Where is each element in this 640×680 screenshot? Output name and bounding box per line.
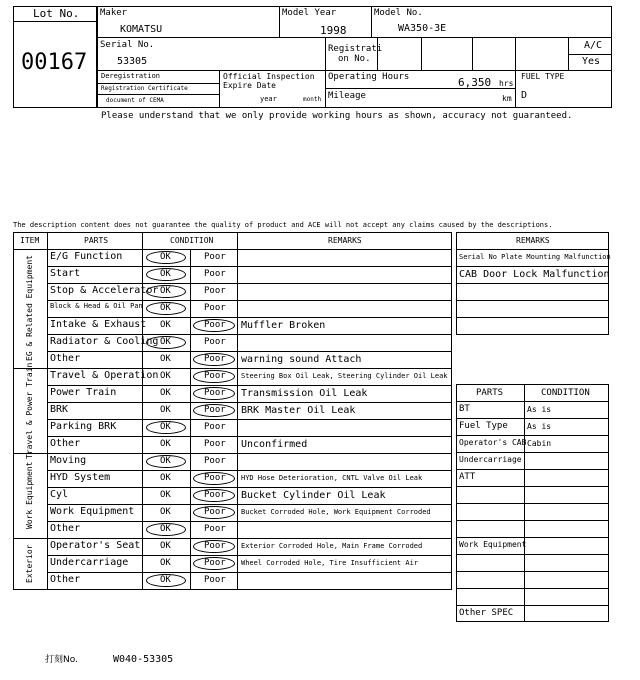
side-part-condition: As is: [527, 405, 552, 414]
poor-option[interactable]: Poor: [204, 286, 226, 296]
ok-option[interactable]: OK: [160, 286, 171, 296]
side-col-parts: PARTS: [476, 388, 504, 398]
row-divider: [47, 487, 452, 488]
ok-option[interactable]: OK: [160, 490, 171, 500]
poor-selected-circle: [193, 506, 235, 519]
ok-option[interactable]: OK: [160, 541, 171, 551]
poor-option[interactable]: Poor: [204, 456, 226, 466]
ok-option[interactable]: OK: [160, 439, 171, 449]
row-divider: [47, 538, 452, 539]
document-cema-label: document of CEMA: [106, 97, 164, 104]
ok-option[interactable]: OK: [160, 320, 171, 330]
remark-text: Steering Box Oil Leak, Steering Cylinder Oil Leak: [241, 372, 448, 380]
row-divider: [47, 266, 452, 267]
inspection-label-2: Expire Date: [223, 81, 276, 90]
stamp-value: W040-53305: [113, 654, 174, 665]
part-name: Radiator & Cooling: [50, 336, 159, 347]
ok-selected-circle: [146, 421, 186, 434]
part-name: Start: [50, 268, 81, 279]
poor-selected-circle: [193, 472, 235, 485]
side-part-name: ATT: [459, 472, 476, 482]
poor-option[interactable]: Poor: [204, 388, 226, 398]
side-remark-line: CAB Door Lock Malfunction: [459, 269, 610, 280]
poor-option[interactable]: Poor: [204, 405, 226, 415]
group-label: Exterior: [25, 544, 34, 583]
row-divider: [47, 300, 452, 301]
ac-value: Yes: [582, 56, 601, 67]
model-no-label: Model No.: [374, 8, 423, 18]
part-name: Parking BRK: [50, 421, 117, 432]
ok-selected-circle: [146, 455, 186, 468]
ok-option[interactable]: OK: [160, 354, 171, 364]
side-parts-divider: [456, 588, 609, 589]
side-part-name: Fuel Type: [459, 421, 508, 431]
poor-option[interactable]: Poor: [204, 507, 226, 517]
side-part-name: Operator's CAB: [459, 438, 527, 447]
group-label: EG & Related Equipment: [25, 255, 34, 362]
poor-selected-circle: [193, 404, 235, 417]
side-part-condition: As is: [527, 422, 552, 431]
poor-option[interactable]: Poor: [204, 524, 226, 534]
row-divider: [47, 572, 452, 573]
side-part-condition: Cabin: [527, 439, 552, 448]
ac-label: A/C: [584, 40, 603, 51]
remark-text: HYD Hose Deterioration, CNTL Valve Oil Leak: [241, 474, 423, 482]
part-name: Stop & Accelerator: [50, 285, 159, 296]
year-label: year: [260, 95, 277, 103]
poor-option[interactable]: Poor: [204, 354, 226, 364]
hrs-unit: hrs: [499, 79, 514, 88]
lot-label: Lot No.: [33, 7, 80, 20]
ok-selected-circle: [146, 285, 186, 298]
poor-selected-circle: [193, 387, 235, 400]
poor-selected-circle: [193, 540, 235, 553]
ok-option[interactable]: OK: [160, 269, 171, 279]
mileage-label: Mileage: [328, 91, 366, 101]
side-remarks-divider: [456, 266, 609, 267]
model-no-value: WA350-3E: [398, 23, 447, 34]
month-label: month: [303, 96, 322, 103]
remark-text: BRK Master Oil Leak: [241, 405, 356, 416]
row-divider: [47, 283, 452, 284]
poor-option[interactable]: Poor: [204, 473, 226, 483]
ok-selected-circle: [146, 523, 186, 536]
lot-number: 00167: [21, 50, 88, 75]
fuel-type-value: D: [521, 90, 528, 101]
ok-option[interactable]: OK: [160, 558, 171, 568]
ok-selected-circle: [146, 251, 186, 264]
row-divider: [47, 334, 452, 335]
ok-option[interactable]: OK: [160, 456, 171, 466]
part-name: Power Train: [50, 387, 117, 398]
row-divider: [47, 385, 452, 386]
km-unit: km: [502, 94, 512, 103]
row-divider: [47, 317, 452, 318]
operating-hours-label: Operating Hours: [328, 72, 410, 82]
poor-option[interactable]: Poor: [204, 337, 226, 347]
part-name: Travel & Operation: [50, 370, 159, 381]
remark-text: warning sound Attach: [241, 354, 362, 365]
part-name: Work Equipment: [50, 506, 135, 517]
remark-text: Bucket Corroded Hole, Work Equipment Corroded: [241, 508, 431, 516]
row-divider: [47, 351, 452, 352]
side-parts-divider: [456, 486, 609, 487]
side-parts-divider: [456, 401, 609, 402]
poor-selected-circle: [193, 557, 235, 570]
serial-value: 53305: [117, 56, 148, 67]
col-parts: PARTS: [84, 236, 109, 245]
side-parts-divider: [456, 503, 609, 504]
row-divider: [47, 521, 452, 522]
group-label: Work Equipment: [25, 461, 34, 530]
group-label: Travel & Power Train: [25, 362, 34, 459]
registration-label-2: on No.: [338, 54, 371, 64]
poor-option[interactable]: Poor: [204, 269, 226, 279]
ok-option[interactable]: OK: [160, 422, 171, 432]
ok-option[interactable]: OK: [160, 303, 171, 313]
ok-option[interactable]: OK: [160, 371, 171, 381]
registration-label-1: Registrati: [328, 44, 383, 54]
col-condition: CONDITION: [170, 236, 214, 245]
poor-selected-circle: [193, 489, 235, 502]
side-remarks-title: REMARKS: [516, 236, 550, 245]
part-name: HYD System: [50, 472, 111, 483]
side-part-name: Other SPEC: [459, 608, 514, 618]
remark-text: Exterior Corroded Hole, Main Frame Corroded: [241, 542, 423, 550]
poor-option[interactable]: Poor: [204, 490, 226, 500]
poor-option[interactable]: Poor: [204, 575, 226, 585]
ok-option[interactable]: OK: [160, 252, 171, 262]
part-name: E/G Function: [50, 251, 123, 262]
poor-option[interactable]: Poor: [204, 320, 226, 330]
remark-text: Unconfirmed: [241, 439, 308, 450]
part-name: Other: [50, 523, 81, 534]
remark-text: Muffler Broken: [241, 320, 326, 331]
side-parts-divider: [456, 418, 609, 419]
side-parts-divider: [456, 469, 609, 470]
ok-option[interactable]: OK: [160, 337, 171, 347]
row-divider: [47, 436, 452, 437]
side-parts-divider: [456, 435, 609, 436]
poor-option[interactable]: Poor: [204, 439, 226, 449]
ok-option[interactable]: OK: [160, 405, 171, 415]
remark-text: Transmission Oil Leak: [241, 388, 368, 399]
row-divider: [47, 453, 452, 454]
side-remarks-divider: [456, 317, 609, 318]
poor-option[interactable]: Poor: [204, 371, 226, 381]
poor-selected-circle: [193, 319, 235, 332]
col-item: ITEM: [20, 236, 40, 245]
part-name: Moving: [50, 455, 87, 466]
poor-selected-circle: [193, 370, 235, 383]
hours-note: Please understand that we only provide working hours as shown, accuracy not guaranteed.: [101, 111, 573, 121]
row-divider: [47, 402, 452, 403]
side-parts-divider: [456, 554, 609, 555]
part-name: Undercarriage: [50, 557, 129, 568]
row-divider: [47, 419, 452, 420]
ok-selected-circle: [146, 574, 186, 587]
side-part-name: BT: [459, 404, 470, 414]
part-name: Other: [50, 353, 81, 364]
ok-selected-circle: [146, 336, 186, 349]
part-name: Operator's Seat: [50, 540, 141, 551]
part-name: BRK: [50, 404, 69, 415]
side-part-name: Undercarriage: [459, 455, 522, 464]
ok-selected-circle: [146, 268, 186, 281]
ok-option[interactable]: OK: [160, 473, 171, 483]
remark-text: Wheel Corroded Hole, Tire Insufficient Air: [241, 559, 419, 567]
side-parts-divider: [456, 452, 609, 453]
side-parts-divider: [456, 605, 609, 606]
poor-option[interactable]: Poor: [204, 252, 226, 262]
side-remarks-divider: [456, 249, 609, 250]
side-parts-divider: [456, 537, 609, 538]
ok-option[interactable]: OK: [160, 524, 171, 534]
part-name: Other: [50, 438, 81, 449]
side-remark-line: Serial No Plate Mounting Malfunction: [459, 253, 611, 261]
row-divider: [47, 470, 452, 471]
deregistration-label: Deregistration: [101, 72, 161, 80]
side-col-condition: CONDITION: [541, 388, 590, 398]
fuel-type-label: FUEL TYPE: [521, 72, 565, 81]
poor-option[interactable]: Poor: [204, 541, 226, 551]
stamp-label: 打刻No.: [45, 655, 78, 665]
serial-label: Serial No.: [100, 40, 155, 50]
side-parts-divider: [456, 571, 609, 572]
row-divider: [47, 368, 452, 369]
poor-option[interactable]: Poor: [204, 558, 226, 568]
ok-option[interactable]: OK: [160, 575, 171, 585]
registration-certificate-label: Registration Certificate: [101, 85, 188, 92]
operating-hours-value: 6,350: [458, 76, 492, 89]
row-divider: [47, 504, 452, 505]
side-part-name: Work Equipment: [459, 540, 527, 549]
poor-selected-circle: [193, 353, 235, 366]
row-divider: [47, 555, 452, 556]
part-name: Cyl: [50, 489, 69, 500]
ok-option[interactable]: OK: [160, 388, 171, 398]
remark-text: Bucket Cylinder Oil Leak: [241, 490, 386, 501]
poor-option[interactable]: Poor: [204, 422, 226, 432]
side-parts-divider: [456, 520, 609, 521]
model-year-label: Model Year: [282, 8, 337, 18]
side-remarks-divider: [456, 334, 609, 335]
model-year-value: 1998: [320, 24, 347, 37]
side-remarks-divider: [456, 283, 609, 284]
part-name: Block & Head & Oil Pan: [50, 302, 143, 310]
maker-value: KOMATSU: [120, 24, 163, 35]
side-remarks-divider: [456, 300, 609, 301]
ok-selected-circle: [146, 302, 186, 315]
disclaimer: The description content does not guarantee the quality of product and ACE will not accept any claims caused by the descriptions.: [13, 221, 553, 229]
col-remarks: REMARKS: [328, 236, 362, 245]
poor-option[interactable]: Poor: [204, 303, 226, 313]
maker-label: Maker: [100, 8, 128, 18]
inspection-label-1: Official Inspection: [223, 72, 315, 81]
part-name: Other: [50, 574, 81, 585]
part-name: Intake & Exhaust: [50, 319, 147, 330]
ok-option[interactable]: OK: [160, 507, 171, 517]
